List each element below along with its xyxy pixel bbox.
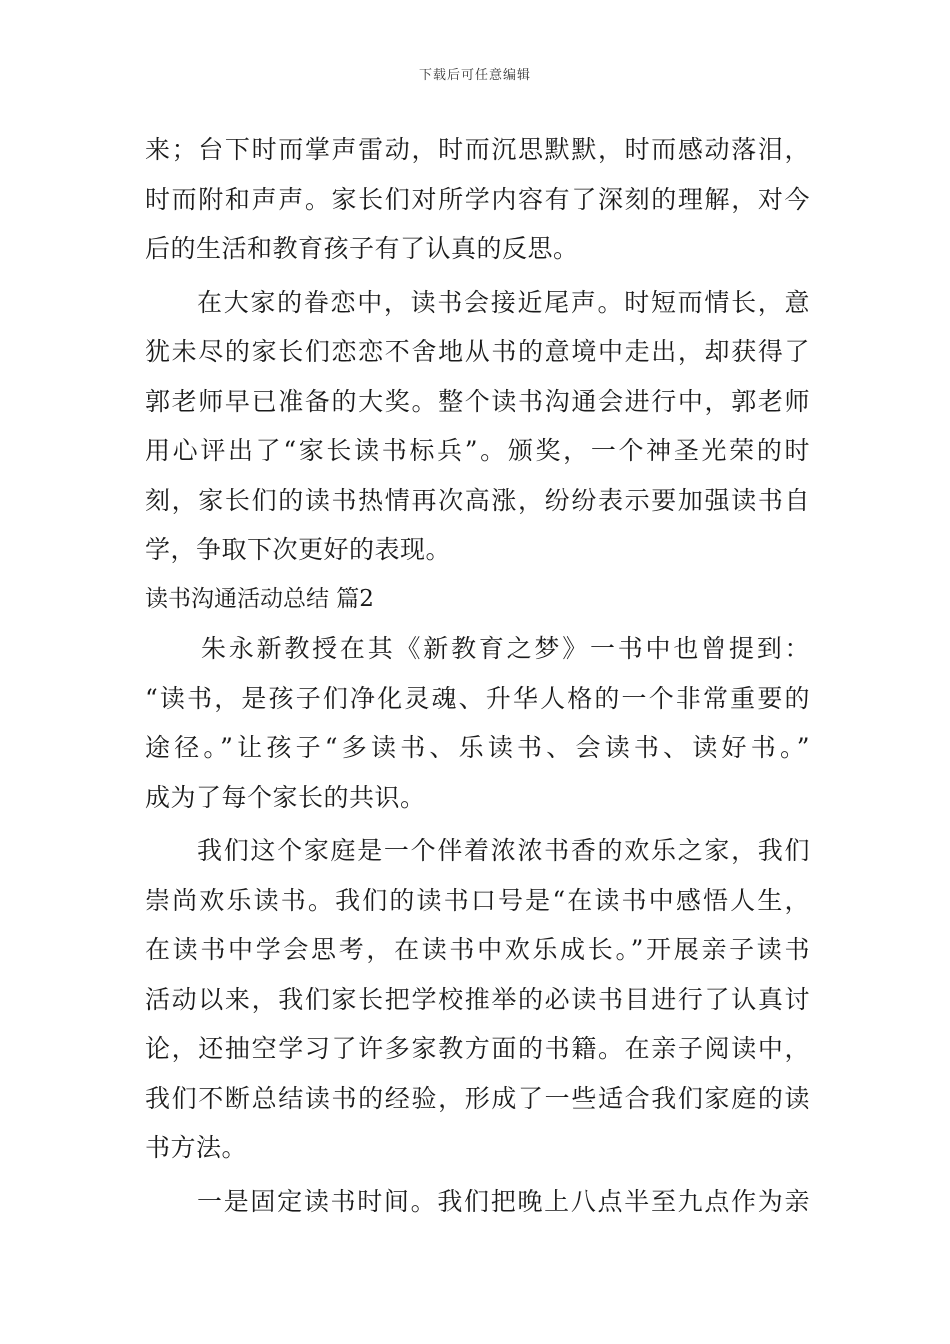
body-line: 后的生活和教育孩子有了认真的反思。 — [145, 234, 579, 263]
body-line: 来；台下时而掌声雷动，时而沉思默默，时而感动落泪， — [145, 135, 810, 164]
body-line: 学，争取下次更好的表现。 — [145, 535, 452, 564]
body-line: 成为了每个家长的共识。 — [145, 782, 426, 812]
body-line: 在大家的眷恋中，读书会接近尾声。时短而情长，意 — [197, 287, 810, 317]
body-line: 书方法。 — [145, 1133, 248, 1162]
body-line: 用心评出了“家长读书标兵”。颁奖，一个神圣光荣的时 — [145, 436, 810, 465]
body-line: 郭老师早已准备的大奖。整个读书沟通会进行中，郭老师 — [145, 386, 810, 416]
document-body — [145, 125, 810, 1226]
body-line: 崇尚欢乐读书。我们的读书口号是“在读书中感悟人生， — [145, 885, 810, 915]
body-line: 我们不断总结读书的经验，形成了一些适合我们家庭的读 — [145, 1083, 810, 1113]
page-header: 下载后可任意编辑 — [418, 68, 531, 83]
body-line: 犹未尽的家长们恋恋不舍地从书的意境中走出，却获得了 — [145, 337, 810, 366]
body-line: 在读书中学会思考，在读书中欢乐成长。”开展亲子读书 — [145, 935, 810, 964]
body-line: 刻，家长们的读书热情再次高涨，纷纷表示要加强读书自 — [145, 485, 810, 515]
body-line: “读书，是孩子们净化灵魂、升华人格的一个非常重要的 — [145, 683, 810, 713]
body-line: 一是固定读书时间。我们把晚上八点半至九点作为亲 — [197, 1186, 810, 1216]
body-line: 论，还抽空学习了许多家教方面的书籍。在亲子阅读中， — [145, 1034, 810, 1063]
section-heading: 读书沟通活动总结 篇2 — [145, 585, 374, 612]
body-line: 朱永新教授在其《新教育之梦》一书中也曾提到： — [201, 634, 810, 663]
body-line: 活动以来，我们家长把学校推举的必读书目进行了认真讨 — [145, 984, 810, 1014]
body-line: 时而附和声声。家长们对所学内容有了深刻的理解，对今 — [145, 184, 810, 214]
body-line: 途径。”让孩子“多读书、乐读书、会读书、读好书。” — [145, 733, 810, 762]
body-line: 我们这个家庭是一个伴着浓浓书香的欢乐之家，我们 — [197, 836, 810, 865]
